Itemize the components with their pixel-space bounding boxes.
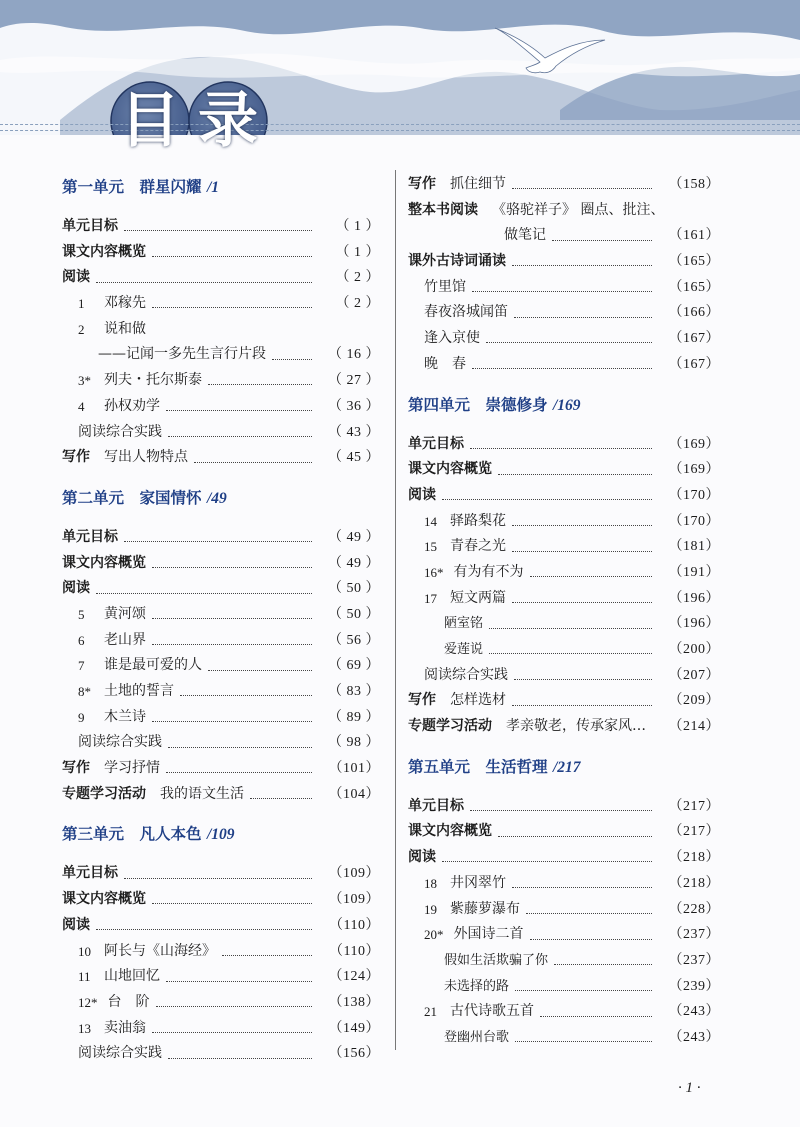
- page-ref: （ 56 ）: [328, 632, 380, 648]
- entry-title: 阅读综合实践: [78, 734, 162, 751]
- dot-leader: [208, 670, 312, 671]
- page-ref: （ 50 ）: [328, 581, 380, 597]
- page-ref: （109）: [328, 892, 380, 908]
- page-ref: （167）: [668, 356, 720, 372]
- entry-title: 假如生活欺骗了你: [444, 952, 549, 968]
- dot-leader: [152, 903, 312, 904]
- entry-title: 黄河颂: [104, 605, 146, 622]
- dot-leader: [512, 525, 652, 526]
- page-ref: （ 1 ）: [335, 244, 380, 260]
- lesson-number: 17: [424, 590, 437, 606]
- page-ref: （237）: [668, 952, 720, 968]
- page-ref: （243）: [668, 1004, 720, 1020]
- unit-number: 第四单元: [408, 395, 471, 414]
- unit-name: 群星闪耀: [139, 178, 202, 196]
- toc-entry[interactable]: [62, 653, 380, 679]
- page-ref: （181）: [668, 539, 720, 555]
- toc-entry[interactable]: [408, 688, 720, 714]
- page-ref: （ 50 ）: [328, 606, 380, 622]
- lesson-number: 6: [78, 632, 85, 648]
- lesson-number: 13: [78, 1020, 91, 1036]
- entry-title: 土地的誓言: [104, 683, 174, 699]
- entry-title: 专题学习活动: [408, 718, 492, 735]
- unit-heading: [62, 483, 380, 513]
- entry-title: 单元目标: [62, 218, 118, 234]
- entry-title: 有为有不为: [453, 563, 524, 580]
- entry-title: 单元目标: [62, 865, 118, 882]
- dot-leader: [498, 836, 652, 837]
- entry-title: 短文两篇: [450, 589, 506, 606]
- lesson-number: 18: [424, 875, 437, 891]
- page-ref: （165）: [668, 279, 720, 295]
- dot-leader: [168, 1058, 312, 1059]
- entry-title: 阅读综合实践: [78, 1045, 162, 1062]
- entry-subtitle: 怎样选材: [450, 692, 506, 709]
- page-ref: （166）: [668, 305, 720, 321]
- page-ref: （217）: [668, 824, 720, 840]
- entry-title: 说和做: [104, 320, 146, 337]
- entry-title: 春夜洛城闻笛: [424, 304, 508, 321]
- dot-leader: [515, 990, 652, 991]
- entry-title: 阿长与《山海经》: [104, 942, 216, 959]
- dot-leader: [152, 618, 312, 619]
- entry-title: 晚 春: [424, 355, 466, 372]
- unit-number: 第一单元: [62, 178, 125, 196]
- lesson-number: 12*: [78, 994, 98, 1010]
- page-ref: （ 45 ）: [328, 450, 380, 466]
- entry-title: 做笔记: [504, 227, 546, 244]
- page-ref: （ 69 ）: [328, 658, 380, 674]
- entry-title: 孙权劝学: [104, 397, 160, 414]
- page-ref: （218）: [668, 875, 720, 891]
- toc-entry[interactable]: [62, 394, 380, 420]
- toc-entry[interactable]: [408, 714, 720, 740]
- dot-leader: [152, 307, 312, 308]
- entry-title: 单元目标: [408, 435, 464, 452]
- toc-entry[interactable]: [408, 223, 720, 249]
- dot-leader: [470, 810, 652, 811]
- page-ref: （ 49 ）: [328, 555, 380, 571]
- entry-title: 写作: [62, 760, 90, 777]
- page-ref: （ 2 ）: [335, 270, 380, 286]
- dot-leader: [512, 705, 652, 706]
- toc-entry[interactable]: [62, 1016, 380, 1042]
- toc-entry[interactable]: [408, 457, 720, 483]
- dot-leader: [152, 567, 312, 568]
- dot-leader: [512, 887, 652, 888]
- page-number: · 1 ·: [678, 1080, 701, 1096]
- lesson-number: 10: [78, 943, 91, 959]
- toc-entry[interactable]: [62, 368, 380, 394]
- dot-leader: [168, 436, 312, 437]
- dot-leader: [152, 1032, 312, 1033]
- toc-entry[interactable]: [62, 913, 380, 939]
- lesson-number: 14: [424, 513, 437, 529]
- lesson-number: 9: [78, 709, 85, 725]
- dot-leader: [208, 384, 312, 385]
- toc-entry[interactable]: [408, 432, 720, 458]
- page-ref: （ 89 ）: [328, 709, 380, 725]
- dot-leader: [194, 462, 312, 463]
- dot-leader: [250, 798, 312, 799]
- lesson-number: 8*: [78, 684, 91, 699]
- entry-title: 山地回忆: [104, 968, 160, 985]
- page-ref: （ 2 ）: [335, 296, 380, 312]
- toc-entry[interactable]: [62, 602, 380, 628]
- page-ref: （110）: [329, 943, 380, 959]
- page-ref: （228）: [668, 901, 720, 917]
- toc-entry[interactable]: [62, 705, 380, 731]
- dot-leader: [168, 747, 312, 748]
- page-ref: （237）: [668, 927, 720, 943]
- entry-subtitle: 我的语文生活: [160, 785, 244, 802]
- entry-title: 古代诗歌五首: [450, 1003, 534, 1020]
- lesson-number: 11: [78, 969, 91, 985]
- dot-leader: [166, 772, 312, 773]
- toc-entry[interactable]: [62, 939, 380, 965]
- entry-title: 阅读: [62, 580, 90, 597]
- page-ref: （217）: [668, 798, 720, 814]
- page-ref: （200）: [668, 642, 720, 657]
- toc-entry[interactable]: [408, 172, 720, 198]
- dot-leader: [489, 653, 652, 654]
- lesson-number: 3*: [78, 373, 91, 389]
- page-ref: （170）: [668, 487, 720, 503]
- toc-entry[interactable]: [408, 611, 720, 637]
- title-char: 录: [198, 86, 258, 156]
- lesson-number: 20*: [424, 927, 444, 943]
- entry-title: 台 阶: [107, 993, 150, 1010]
- entry-title: 课文内容概览: [62, 891, 146, 908]
- dot-leader: [272, 359, 312, 360]
- dot-leader: [442, 499, 652, 500]
- entry-title: 整本书阅读: [408, 201, 478, 218]
- toc-entry[interactable]: [408, 819, 720, 845]
- page-ref: （110）: [329, 917, 380, 933]
- entry-title: 外国诗二首: [453, 926, 524, 943]
- entry-subtitle: 抓住细节: [450, 176, 506, 192]
- unit-number: 第五单元: [408, 757, 471, 776]
- entry-title: 课文内容概览: [62, 243, 146, 260]
- entry-subtitle: 孝亲敬老，传承家风…: [506, 718, 646, 735]
- toc-entry[interactable]: [408, 326, 720, 352]
- entry-title: 谁是最可爱的人: [104, 657, 202, 674]
- page-ref: （243）: [668, 1029, 720, 1045]
- toc-entry[interactable]: [62, 730, 380, 756]
- unit-start-page: /169: [552, 396, 581, 414]
- toc-entry[interactable]: [62, 990, 380, 1016]
- page-ref: （170）: [668, 513, 720, 529]
- page-ref: （165）: [668, 254, 720, 270]
- entry-title: 未选择的路: [444, 978, 510, 994]
- toc-entry[interactable]: [408, 586, 720, 612]
- toc-entry[interactable]: [62, 628, 380, 654]
- dot-leader: [515, 1041, 652, 1042]
- dot-leader: [530, 939, 653, 940]
- dot-leader: [180, 695, 312, 696]
- entry-title: 课外古诗词诵读: [408, 253, 506, 270]
- entry-title: 爱莲说: [444, 642, 484, 657]
- page-ref: （101）: [328, 761, 380, 777]
- title-char: 目: [120, 86, 180, 156]
- page-ref: （104）: [328, 786, 380, 802]
- entry-title: 课文内容概览: [62, 554, 146, 571]
- dot-leader: [472, 291, 652, 292]
- dot-leader: [470, 448, 652, 449]
- page-ref: （138）: [328, 994, 380, 1010]
- toc-entry[interactable]: [62, 551, 380, 577]
- unit-start-page: /109: [206, 826, 235, 844]
- dot-leader: [152, 721, 312, 722]
- page-ref: （239）: [668, 978, 720, 994]
- page-ref: （ 43 ）: [328, 424, 380, 440]
- dot-leader: [514, 679, 652, 680]
- dot-leader: [552, 240, 652, 241]
- page-ref: （ 36 ）: [328, 398, 380, 414]
- dot-leader: [124, 878, 312, 879]
- lesson-number: 4: [78, 398, 85, 414]
- entry-title: 课文内容概览: [408, 461, 492, 478]
- entry-title: 阅读综合实践: [78, 423, 162, 440]
- toc-entry[interactable]: [408, 663, 720, 689]
- dot-leader: [166, 410, 312, 411]
- toc-entry[interactable]: [408, 794, 720, 820]
- toc-entry[interactable]: [62, 317, 380, 343]
- entry-title: 单元目标: [62, 528, 118, 545]
- entry-title: 写作: [408, 176, 436, 192]
- column-divider: [395, 170, 396, 1050]
- entry-title: 驿路梨花: [450, 512, 506, 529]
- lesson-number: 1: [78, 296, 85, 312]
- toc-entry[interactable]: [408, 871, 720, 897]
- unit-heading: [62, 819, 380, 849]
- toc-entry[interactable]: [62, 265, 380, 291]
- entry-title: ——记闻一多先生言行片段: [98, 346, 266, 363]
- entry-title: 老山界: [104, 631, 146, 648]
- toc-entry[interactable]: [62, 887, 380, 913]
- toc-entry[interactable]: [408, 352, 720, 378]
- entry-title: 写作: [62, 449, 90, 466]
- lesson-number: 2: [78, 321, 85, 337]
- toc-entry[interactable]: [408, 198, 720, 224]
- page-ref: （169）: [668, 436, 720, 452]
- toc-entry[interactable]: [408, 275, 720, 301]
- dot-leader: [498, 474, 652, 475]
- unit-name: 崇德修身: [485, 395, 548, 414]
- toc-entry[interactable]: [62, 756, 380, 782]
- toc-entry[interactable]: [408, 922, 720, 948]
- toc-entry[interactable]: [408, 897, 720, 923]
- page-ref: （191）: [668, 564, 720, 580]
- unit-heading: [408, 390, 720, 420]
- toc-entry[interactable]: [408, 948, 720, 974]
- entry-title: 紫藤萝瀑布: [450, 900, 520, 917]
- toc-entry[interactable]: [408, 637, 720, 663]
- entry-title: 写作: [408, 692, 436, 709]
- entry-subtitle: 写出人物特点: [104, 449, 188, 466]
- toc-entry[interactable]: [62, 861, 380, 887]
- page-ref: （ 49 ）: [328, 529, 380, 545]
- lesson-number: 15: [424, 539, 437, 555]
- dot-leader: [486, 342, 652, 343]
- toc-entry[interactable]: [408, 509, 720, 535]
- page-ref: （196）: [668, 590, 720, 606]
- entry-title: 阅读: [62, 269, 90, 286]
- unit-heading: [408, 752, 720, 782]
- entry-title: 逢入京使: [424, 330, 480, 347]
- toc-entry[interactable]: [408, 999, 720, 1025]
- entry-title: 青春之光: [450, 538, 506, 555]
- unit-start-page: /1: [206, 179, 220, 196]
- dot-leader: [540, 1016, 652, 1017]
- toc-entry[interactable]: [408, 974, 720, 1000]
- toc-entry[interactable]: [408, 845, 720, 871]
- dot-leader: [442, 861, 652, 862]
- unit-start-page: /217: [552, 758, 581, 776]
- lesson-number: 5: [78, 606, 85, 622]
- toc-entry[interactable]: [408, 1025, 720, 1051]
- entry-title: 井冈翠竹: [450, 874, 506, 891]
- entry-title: 列夫・托尔斯泰: [104, 372, 202, 389]
- toc-entry[interactable]: [62, 342, 380, 368]
- dot-leader: [166, 981, 312, 982]
- entry-subtitle: 《骆驼祥子》 圈点、批注、: [492, 201, 665, 218]
- entry-title: 单元目标: [408, 797, 464, 814]
- dot-leader: [512, 602, 652, 603]
- unit-start-page: /49: [206, 489, 227, 507]
- dot-leader: [554, 964, 652, 965]
- page-ref: （109）: [328, 866, 380, 882]
- dot-leader: [96, 929, 312, 930]
- lesson-number: 21: [424, 1004, 437, 1020]
- dot-leader: [514, 317, 652, 318]
- entry-title: 陋室铭: [444, 616, 484, 632]
- entry-subtitle: 学习抒情: [104, 760, 160, 777]
- page-ref: （161）: [668, 228, 720, 244]
- toc-entry[interactable]: [62, 782, 380, 808]
- page-ref: （218）: [668, 850, 720, 866]
- lesson-number: 19: [424, 901, 437, 917]
- toc-entry[interactable]: [408, 249, 720, 275]
- dot-leader: [124, 230, 312, 231]
- entry-title: 木兰诗: [104, 708, 146, 725]
- dot-leader: [156, 1006, 313, 1007]
- toc-entry[interactable]: [62, 679, 380, 705]
- toc-entry[interactable]: [62, 420, 380, 446]
- toc-entry[interactable]: [408, 560, 720, 586]
- entry-title: 卖油翁: [104, 1019, 146, 1036]
- entry-title: 阅读: [62, 916, 90, 933]
- toc-entry[interactable]: [62, 576, 380, 602]
- unit-name: 家国情怀: [139, 488, 202, 507]
- dot-leader: [512, 265, 652, 266]
- page-ref: （207）: [668, 667, 720, 683]
- page-ref: （ 16 ）: [328, 347, 380, 363]
- toc-entry[interactable]: [408, 534, 720, 560]
- page-ref: （209）: [668, 693, 720, 709]
- unit-heading: [62, 172, 380, 202]
- toc-entry[interactable]: [62, 525, 380, 551]
- entry-title: 阅读: [408, 849, 436, 866]
- page-ref: （ 1 ）: [335, 219, 380, 234]
- toc-entry[interactable]: [62, 1041, 380, 1067]
- toc-entry[interactable]: [408, 483, 720, 509]
- dot-leader: [152, 256, 312, 257]
- entry-title: 专题学习活动: [62, 785, 146, 802]
- entry-title: 阅读综合实践: [424, 666, 508, 683]
- unit-name: 生活哲理: [485, 757, 548, 776]
- page-ref: （ 27 ）: [328, 373, 380, 389]
- toc-entry[interactable]: [62, 214, 380, 240]
- toc-left-column: [62, 172, 380, 1067]
- unit-number: 第三单元: [62, 825, 125, 844]
- page-ref: （156）: [328, 1046, 380, 1062]
- toc-entry[interactable]: [62, 445, 380, 471]
- unit-number: 第二单元: [62, 488, 125, 507]
- toc-right-column: [408, 172, 720, 1051]
- dot-leader: [152, 644, 312, 645]
- dot-leader: [124, 541, 312, 542]
- page-ref: （214）: [668, 719, 720, 735]
- lesson-number: 7: [78, 658, 85, 674]
- entry-title: 课文内容概览: [408, 823, 492, 840]
- entry-title: 阅读: [408, 486, 436, 503]
- entry-title: 邓稼先: [104, 295, 146, 312]
- dot-leader: [489, 628, 652, 629]
- dot-leader: [512, 551, 652, 552]
- entry-title: 竹里馆: [424, 278, 466, 295]
- dot-leader: [472, 368, 652, 369]
- toc-entry[interactable]: [62, 291, 380, 317]
- toc-entry[interactable]: [408, 300, 720, 326]
- page-ref: （124）: [328, 969, 380, 985]
- entry-title: 登幽州台歌: [444, 1029, 510, 1045]
- lesson-number: 16*: [424, 564, 444, 580]
- page-ref: （196）: [668, 616, 720, 632]
- page-ref: （149）: [328, 1020, 380, 1036]
- dot-leader: [96, 282, 312, 283]
- page-ref: （167）: [668, 331, 720, 347]
- dot-leader: [96, 593, 312, 594]
- dot-leader: [526, 913, 652, 914]
- unit-name: 凡人本色: [139, 825, 202, 844]
- dot-leader: [512, 188, 652, 189]
- page-ref: （169）: [668, 462, 720, 478]
- dot-leader: [530, 576, 653, 577]
- dot-leader: [222, 955, 312, 956]
- toc-entry[interactable]: [62, 964, 380, 990]
- page-ref: （ 83 ）: [328, 684, 380, 699]
- toc-entry[interactable]: [62, 240, 380, 266]
- page-ref: （158）: [668, 177, 720, 192]
- page-ref: （ 98 ）: [328, 735, 380, 751]
